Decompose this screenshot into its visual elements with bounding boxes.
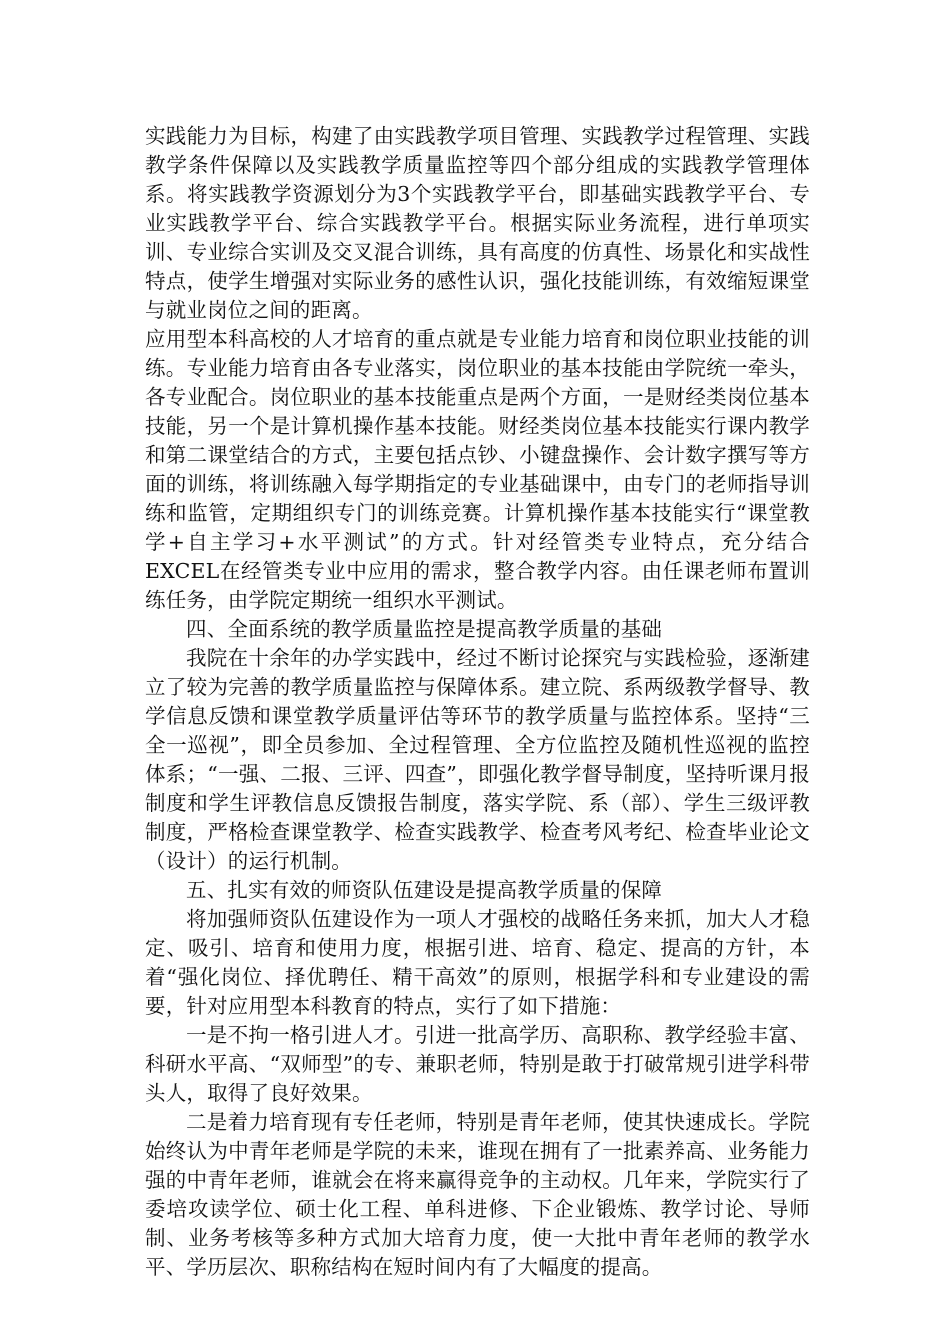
paragraph-practice-system: 实践能力为目标，构建了由实践教学项目管理、实践教学过程管理、实践教学条件保障以及实践教学质量监控等四个部分组成的实践教学管理体系。将实践教学资源划分为3个实践教学平台，即基础实践教学平台、专业实践教学平台、综合实践教学平台。根据实际业务流程，进行单项实训、专业综合实训及交叉混合训练，具有高度的仿真性、场景化和实战性特点，使学生增强对实际业务的感性认识，强化技能训练，有效缩短课堂与就业岗位之间的距离。 xyxy=(145,124,810,322)
section-heading-faculty-building: 五、扎实有效的师资队伍建设是提高教学质量的保障 xyxy=(186,878,663,902)
section-heading-quality-monitoring: 四、全面系统的教学质量监控是提高教学质量的基础 xyxy=(186,617,663,641)
paragraph-faculty-building: 将加强师资队伍建设作为一项人才强校的战略任务来抓，加大人才稳定、吸引、培育和使用力度，根据引进、培育、稳定、提高的方针，本着“强化岗位、择优聘任、精干高效”的原则，根据学科和专业建设的需要，针对应用型本科教育的特点，实行了如下措施： xyxy=(145,907,810,1018)
document-body xyxy=(145,122,810,1282)
paragraph-skills-training: 应用型本科高校的人才培育的重点就是专业能力培育和岗位职业技能的训练。专业能力培育由各专业落实，岗位职业的基本技能由学院统一牵头，各专业配合。岗位职业的基本技能重点是两个方面，一是财经类岗位基本技能，另一个是计算机操作基本技能。财经类岗位基本技能实行课内教学和第二课堂结合的方式，主要包括点钞、小键盘操作、会计数字撰写等方面的训练，将训练融入每学期指定的专业基础课中，由专门的老师指导训练和监管，定期组织专门的训练竞赛。计算机操作基本技能实行“课堂教学+自主学习+水平测试”的方式。针对经管类专业特点，充分结合EXCEL在经管类专业中应用的需求，整合教学内容。由任课老师布置训练任务，由学院定期统一组织水平测试。 xyxy=(145,327,810,612)
paragraph-young-teacher-training: 二是着力培育现有专任老师，特别是青年老师，使其快速成长。学院始终认为中青年老师是学院的未来，谁现在拥有了一批素养高、业务能力强的中青年老师，谁就会在将来赢得竞争的主动权。几年来，学院实行了委培攻读学位、硕士化工程、单科进修、下企业锻炼、教学讨论、导师制、业务考核等多种方式加大培育力度，使一大批中青年老师的教学水平、学历层次、职称结构在短时间内有了大幅度的提高。 xyxy=(145,1110,810,1279)
paragraph-talent-introduction: 一是不拘一格引进人才。引进一批高学历、高职称、教学经验丰富、科研水平高、“双师型”的专、兼职老师，特别是敢于打破常规引进学科带头人，取得了良好效果。 xyxy=(145,1023,810,1105)
paragraph-quality-monitoring: 我院在十余年的办学实践中，经过不断讨论探究与实践检验，逐渐建立了较为完善的教学质量监控与保障体系。建立院、系两级教学督导、教学信息反馈和课堂教学质量评估等环节的教学质量与监控体系。坚持“三全一巡视”，即全员参加、全过程管理、全方位监控及随机性巡视的监控体系；“一强、二报、三评、四查”，即强化教学督导制度，坚持听课月报制度和学生评教信息反馈报告制度，落实学院、系（部）、学生三级评教制度，严格检查课堂教学、检查实践教学、检查考风考纪、检查毕业论文（设计）的运行机制。 xyxy=(145,646,810,873)
